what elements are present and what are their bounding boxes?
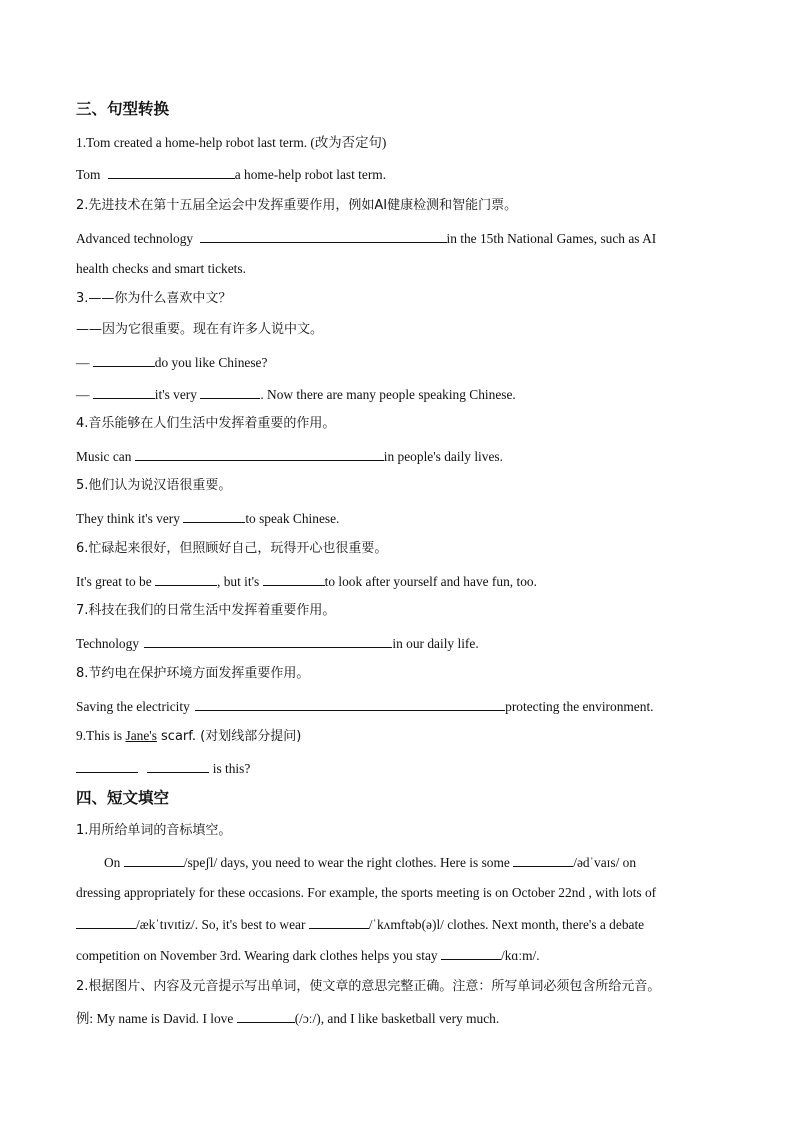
example-text-b: (/ɔː/), and I like basketball very much. <box>294 1011 500 1026</box>
answer-blank[interactable] <box>124 853 184 867</box>
q9-text-tail: is this? <box>212 761 251 776</box>
question-3-prompt-2: ——因为它很重要。现在有许多人说中文。 <box>76 322 324 337</box>
q4-text-a: Music can <box>76 449 132 464</box>
q1-text-a: Tom <box>76 167 101 182</box>
answer-blank[interactable] <box>200 229 447 243</box>
q9-underlined-word: Jane's <box>125 728 157 743</box>
example-text-a: 例: My name is David. I love <box>76 1011 234 1026</box>
answer-blank[interactable] <box>195 697 505 711</box>
answer-blank[interactable] <box>144 634 392 648</box>
question-4-prompt: 4.音乐能够在人们生活中发挥着重要的作用。 <box>76 416 336 431</box>
question-8-prompt: 8.节约电在保护环境方面发挥重要作用。 <box>76 666 310 681</box>
answer-blank[interactable] <box>513 853 573 867</box>
section-heading-3: 三、句型转换 <box>76 100 170 118</box>
q6-text-b: , but it's <box>217 574 260 589</box>
answer-blank[interactable] <box>147 759 209 773</box>
p4-text-b: /kɑːm/. <box>500 948 540 963</box>
answer-blank[interactable] <box>183 509 245 523</box>
section-4-instruction-2: 2.根据图片、内容及元音提示写出单词，使文章的意思完整正确。注意：所写单词必须包含所给元音。 <box>76 979 661 994</box>
question-3-answer-line-1 <box>76 353 754 372</box>
p3-text-b: /ˈkʌmftəb(ə)l/ clothes. Next month, there's a debate <box>368 917 645 932</box>
q7-text-a: Technology <box>76 636 140 651</box>
q2-text-a: Advanced technology <box>76 231 194 246</box>
p1-text-c: /ədˈvaɪs/ on <box>573 855 637 870</box>
answer-blank[interactable] <box>93 353 155 367</box>
question-4-answer-line <box>76 447 754 466</box>
passage-line-3 <box>76 915 754 934</box>
p4-text-a: competition on November 3rd. Wearing dark clothes helps you stay <box>76 948 438 963</box>
passage-line-2: dressing appropriately for these occasions. For example, the sports meeting is on October 22nd , with lots of <box>76 885 657 900</box>
answer-blank[interactable] <box>237 1009 295 1023</box>
question-7-prompt: 7.科技在我们的日常生活中发挥着重要作用。 <box>76 603 336 618</box>
answer-blank[interactable] <box>93 385 155 399</box>
question-2-answer-continuation: health checks and smart tickets. <box>76 261 246 276</box>
q7-text-b: in our daily life. <box>392 636 479 651</box>
question-7-answer-line <box>76 634 754 653</box>
q9-prompt-b: scarf. (对划线部分提问) <box>156 729 302 744</box>
answer-blank[interactable] <box>200 385 260 399</box>
answer-blank[interactable] <box>263 572 325 586</box>
passage-line-1 <box>76 853 754 872</box>
answer-blank[interactable] <box>108 165 235 179</box>
section-4-instruction-1: 1.用所给单词的音标填空。 <box>76 823 232 838</box>
question-2-prompt: 2.先进技术在第十五届全运会中发挥重要作用，例如AI健康检测和智能门票。 <box>76 198 518 213</box>
question-6-answer-line <box>76 572 754 591</box>
question-1-answer-line <box>76 165 754 184</box>
example-line <box>76 1009 754 1028</box>
answer-blank[interactable] <box>309 915 369 929</box>
question-3-prompt-1: 3.——你为什么喜欢中文？ <box>76 291 232 306</box>
answer-blank[interactable] <box>76 759 138 773</box>
question-3-answer-line-2 <box>76 385 754 404</box>
q8-text-a: Saving the electricity <box>76 699 190 714</box>
dash: — <box>76 355 90 370</box>
question-2-answer-line <box>76 229 754 248</box>
q1-text-b: a home-help robot last term. <box>234 167 387 182</box>
q5-text-a: They think it's very <box>76 511 180 526</box>
q5-text-b: to speak Chinese. <box>245 511 340 526</box>
q4-text-b: in people's daily lives. <box>383 449 503 464</box>
answer-blank[interactable] <box>441 946 501 960</box>
q8-text-b: protecting the environment. <box>505 699 654 714</box>
question-9-prompt <box>76 727 754 746</box>
question-5-prompt: 5.他们认为说汉语很重要。 <box>76 478 232 493</box>
p1-text-a: On <box>104 855 121 870</box>
q6-text-a: It's great to be <box>76 574 152 589</box>
question-6-prompt: 6.忙碌起来很好，但照顾好自己，玩得开心也很重要。 <box>76 541 388 556</box>
q9-prompt-a: 9.This is <box>76 728 126 743</box>
dash: — <box>76 387 90 402</box>
answer-blank[interactable] <box>155 572 217 586</box>
q3-text-b: do you like Chinese? <box>154 355 268 370</box>
question-1-prompt: 1.Tom created a home-help robot last term. (改为否定句) <box>76 135 387 150</box>
p3-text-a: /ækˈtɪvɪtiz/. So, it's best to wear <box>136 917 306 932</box>
answer-blank[interactable] <box>76 915 136 929</box>
question-8-answer-line <box>76 697 754 716</box>
p1-text-b: /speʃl/ days, you need to wear the right clothes. Here is some <box>183 855 510 870</box>
section-heading-4: 四、短文填空 <box>76 789 170 807</box>
answer-blank[interactable] <box>135 447 384 461</box>
q3-text-d: . Now there are many people speaking Chinese. <box>260 387 516 402</box>
q3-text-c: it's very <box>154 387 197 402</box>
passage-line-4 <box>76 946 754 965</box>
question-9-answer-line <box>76 759 754 778</box>
question-5-answer-line <box>76 509 754 528</box>
q6-text-c: to look after yourself and have fun, too. <box>324 574 537 589</box>
q2-text-b: in the 15th National Games, such as AI <box>446 231 657 246</box>
